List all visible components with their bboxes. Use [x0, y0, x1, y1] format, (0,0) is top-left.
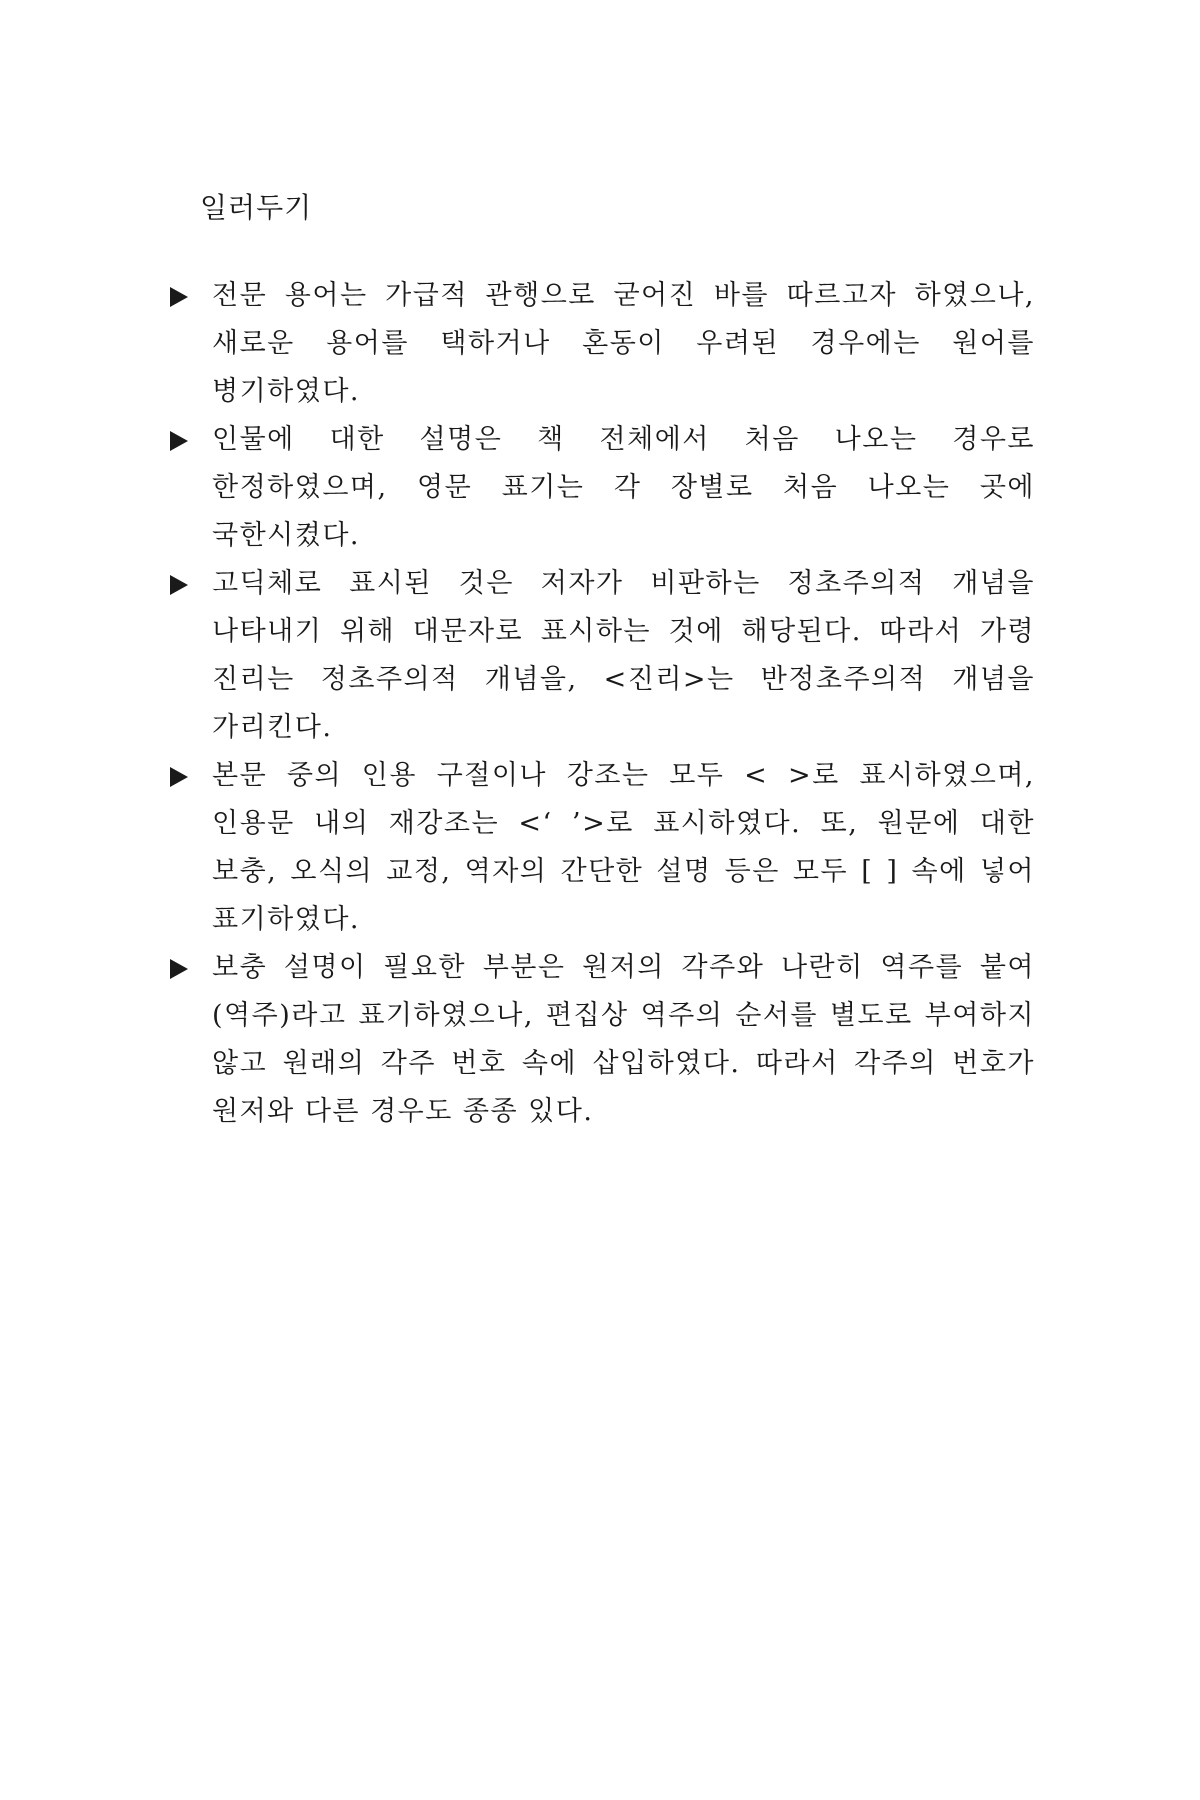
note-item [170, 272, 1035, 416]
triangle-bullet-icon [170, 959, 188, 979]
triangle-bullet-icon [170, 287, 188, 307]
note-text: 전문 용어는 가급적 관행으로 굳어진 바를 따르고자 하였으나, 새로운 용어를 택하거나 혼동이 우려된 경우에는 원어를 병기하였다. [212, 280, 1035, 407]
notes-list [170, 272, 1035, 1136]
note-item [170, 752, 1035, 944]
note-text: 고딕체로 표시된 것은 저자가 비판하는 정초주의적 개념을 나타내기 위해 대문자로 표시하는 것에 해당된다. 따라서 가령 진리는 정초주의적 개념을, <진리>는 반정초주의적 개념을 가리킨다. [212, 568, 1035, 743]
triangle-bullet-icon [170, 575, 188, 595]
note-text: 보충 설명이 필요한 부분은 원저의 각주와 나란히 역주를 붙여 (역주)라고 표기하였으나, 편집상 역주의 순서를 별도로 부여하지 않고 원래의 각주 번호 속에 삽입하였다. 따라서 각주의 번호가 원저와 다른 경우도 종종 있다. [212, 952, 1035, 1127]
triangle-bullet-icon [170, 431, 188, 451]
note-item [170, 560, 1035, 752]
note-text: 본문 중의 인용 구절이나 강조는 모두 < >로 표시하였으며, 인용문 내의 재강조는 <‘ ’>로 표시하였다. 또, 원문에 대한 보충, 오식의 교정, 역자의 간단한 설명 등은 모두 [ ] 속에 넣어 표기하였다. [212, 760, 1035, 935]
page-title: 일러두기 [200, 191, 313, 224]
note-item [170, 416, 1035, 560]
note-text: 인물에 대한 설명은 책 전체에서 처음 나오는 경우로 한정하였으며, 영문 표기는 각 장별로 처음 나오는 곳에 국한시켰다. [212, 424, 1035, 551]
triangle-bullet-icon [170, 767, 188, 787]
note-item [170, 944, 1035, 1136]
